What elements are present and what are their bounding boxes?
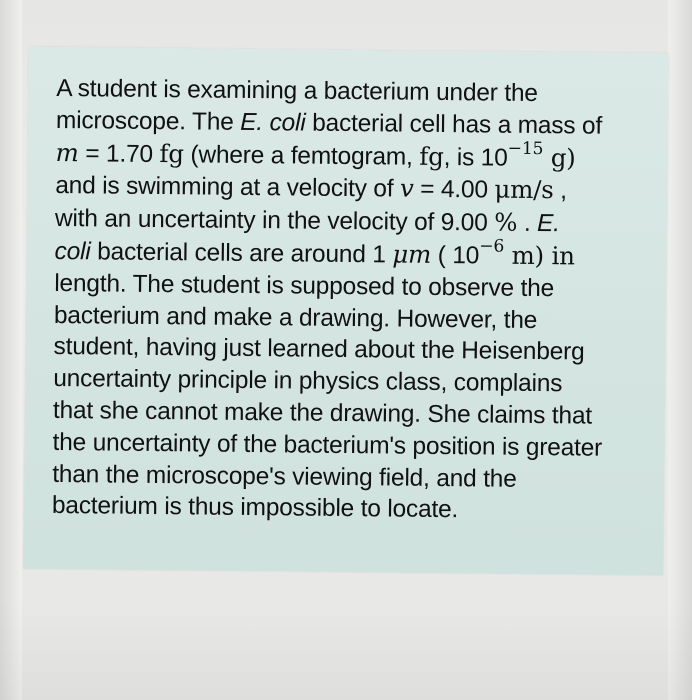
species-genus-abbrev: E.	[536, 210, 561, 238]
text-line-4: and is swimming at a velocity of v = 4.00 μm/s ,	[55, 172, 567, 205]
velocity-symbol: v	[399, 173, 414, 204]
right-edge-shadow	[668, 0, 692, 700]
text-line-13: than the microscope's viewing field, and the	[52, 460, 517, 493]
text-line-8: bacterium and make a drawing. However, the	[53, 301, 538, 334]
text-line-5: with an uncertainty in the velocity of 9.00 % . E.	[54, 205, 561, 238]
exponent-minus-6: −6	[479, 236, 505, 257]
text-line-6: coli bacterial cells are around 1 μm ( $10^{-6}$ m) in	[54, 236, 575, 271]
question-card	[23, 47, 668, 576]
species-epithet: coli	[54, 237, 91, 266]
text-line-11: that she cannot make the drawing. She claims that	[52, 396, 593, 430]
text-line-7: length. The student is supposed to observe the	[54, 269, 555, 302]
gram-unit: g)	[543, 142, 576, 172]
exponent-minus-15: −15	[507, 138, 544, 159]
question-text	[52, 73, 657, 528]
unit-fg: fg	[419, 141, 444, 171]
percent-symbol: %	[494, 207, 518, 237]
text-line-14: bacterium is thus impossible to locate.	[51, 492, 459, 524]
left-edge-shadow	[0, 0, 22, 700]
micrometer-unit: μm	[392, 239, 432, 269]
text-line-12: the uncertainty of the bacterium's position is greater	[52, 428, 603, 462]
bottom-shadow	[0, 600, 692, 700]
text-line-3: m = 1.70 fg (where a femtogram, fg, is $10^{-15}$ g)	[55, 137, 576, 172]
species-name: E. coli	[240, 108, 306, 137]
text-line-10: uncertainty principle in physics class, complains	[53, 365, 563, 398]
text-line-9: student, having just learned about the Heisenberg	[53, 333, 585, 366]
text-line-1: A student is examining a bacterium under the	[56, 74, 538, 107]
mass-symbol: m	[55, 137, 79, 167]
mass-unit: fg	[159, 138, 185, 168]
text-line-2: microscope. The E. coli bacterial cell has a mass of	[55, 106, 603, 140]
velocity-unit: μm/s	[494, 174, 554, 205]
